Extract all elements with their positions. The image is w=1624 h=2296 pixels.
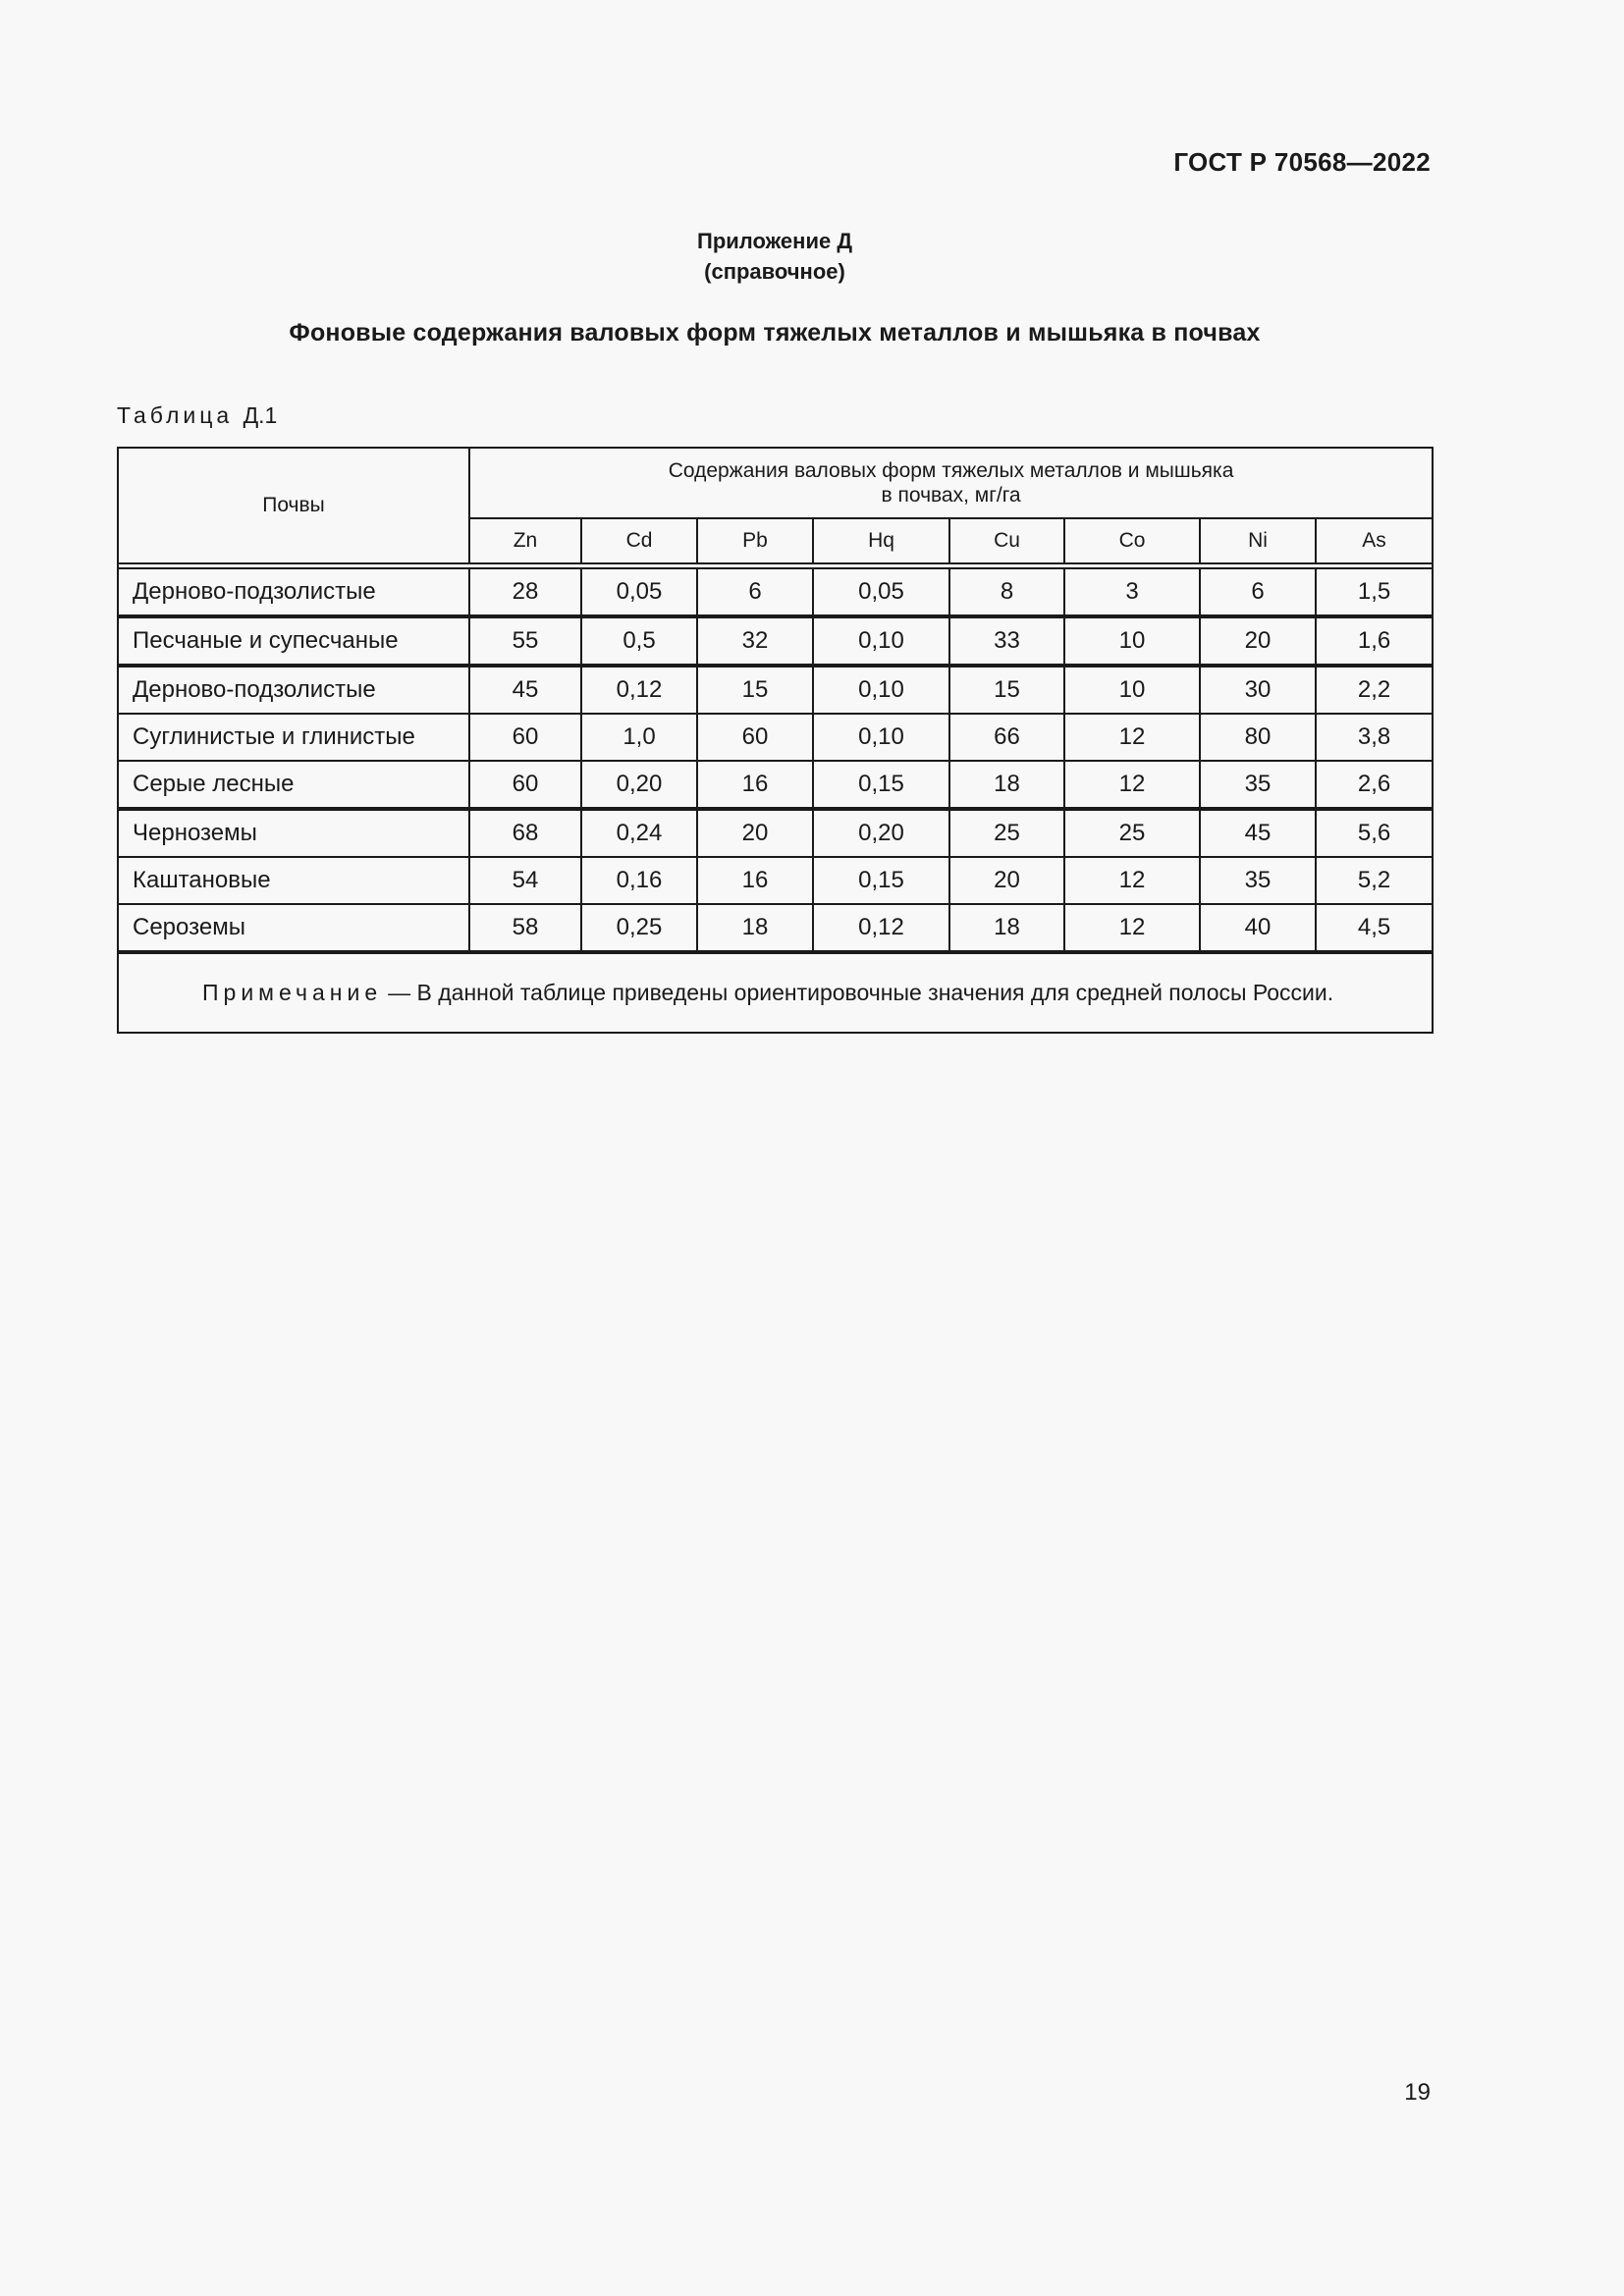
table-row [118, 857, 1433, 904]
value-cell-pb: 18 [697, 904, 813, 952]
table-caption [117, 402, 277, 429]
soil-column-header: Почвы [118, 448, 469, 563]
value-cell-zn: 60 [469, 714, 581, 761]
value-cell-cd: 0,20 [581, 761, 697, 809]
soil-name-cell: Дерново-подзолистые [118, 666, 469, 714]
soil-name-cell: Каштановые [118, 857, 469, 904]
value-cell-co: 12 [1064, 857, 1200, 904]
group-header-line1: Содержания валовых форм тяжелых металлов и мышьяка [668, 459, 1234, 482]
value-cell-as: 5,6 [1316, 809, 1433, 857]
value-cell-zn: 60 [469, 761, 581, 809]
note-text: — В данной таблице приведены ориентировочные значения для средней полосы России. [388, 980, 1334, 1005]
value-cell-cd: 0,16 [581, 857, 697, 904]
value-cell-cu: 66 [949, 714, 1064, 761]
value-cell-pb: 60 [697, 714, 813, 761]
soil-name-cell: Серые лесные [118, 761, 469, 809]
table-row [118, 904, 1433, 952]
value-cell-co: 10 [1064, 616, 1200, 666]
value-cell-co: 10 [1064, 666, 1200, 714]
value-cell-pb: 15 [697, 666, 813, 714]
column-header-as: As [1316, 518, 1433, 563]
document-code: ГОСТ Р 70568—2022 [1173, 147, 1431, 177]
value-cell-hq: 0,15 [813, 857, 949, 904]
value-cell-cd: 0,05 [581, 568, 697, 616]
soil-name-cell: Песчаные и супесчаные [118, 616, 469, 666]
value-cell-zn: 28 [469, 568, 581, 616]
value-cell-pb: 32 [697, 616, 813, 666]
value-cell-hq: 0,12 [813, 904, 949, 952]
value-cell-ni: 40 [1200, 904, 1316, 952]
table-note [118, 952, 1433, 1033]
column-header-cu: Cu [949, 518, 1064, 563]
value-cell-cd: 0,25 [581, 904, 697, 952]
value-cell-cu: 18 [949, 904, 1064, 952]
value-cell-hq: 0,10 [813, 666, 949, 714]
value-cell-ni: 6 [1200, 568, 1316, 616]
soil-name-cell: Дерново-подзолистые [118, 568, 469, 616]
value-cell-pb: 16 [697, 857, 813, 904]
value-cell-pb: 20 [697, 809, 813, 857]
column-header-zn: Zn [469, 518, 581, 563]
value-cell-co: 25 [1064, 809, 1200, 857]
appendix-subtitle: (справочное) [704, 259, 845, 284]
table-row [118, 714, 1433, 761]
value-cell-ni: 30 [1200, 666, 1316, 714]
value-cell-cu: 20 [949, 857, 1064, 904]
table-row [118, 809, 1433, 857]
value-cell-zn: 68 [469, 809, 581, 857]
value-cell-as: 1,6 [1316, 616, 1433, 666]
value-cell-as: 2,2 [1316, 666, 1433, 714]
content-group-header [469, 448, 1433, 518]
value-cell-cd: 0,5 [581, 616, 697, 666]
group-header-line2: в почвах, мг/га [881, 484, 1021, 507]
note-row [118, 952, 1433, 1033]
value-cell-ni: 80 [1200, 714, 1316, 761]
value-cell-as: 5,2 [1316, 857, 1433, 904]
value-cell-hq: 0,10 [813, 616, 949, 666]
value-cell-cu: 25 [949, 809, 1064, 857]
page-title: Фоновые содержания валовых форм тяжелых металлов и мышьяка в почвах [289, 319, 1261, 347]
column-header-pb: Pb [697, 518, 813, 563]
value-cell-pb: 16 [697, 761, 813, 809]
value-cell-zn: 54 [469, 857, 581, 904]
value-cell-cd: 1,0 [581, 714, 697, 761]
value-cell-co: 12 [1064, 904, 1200, 952]
soil-name-cell: Сероземы [118, 904, 469, 952]
value-cell-co: 12 [1064, 714, 1200, 761]
column-header-cd: Cd [581, 518, 697, 563]
value-cell-as: 4,5 [1316, 904, 1433, 952]
value-cell-as: 3,8 [1316, 714, 1433, 761]
note-label: Примечание [202, 980, 383, 1005]
column-header-co: Co [1064, 518, 1200, 563]
value-cell-co: 12 [1064, 761, 1200, 809]
value-cell-cd: 0,24 [581, 809, 697, 857]
appendix-title: Приложение Д [697, 229, 852, 253]
column-header-hq: Hq [813, 518, 949, 563]
value-cell-hq: 0,10 [813, 714, 949, 761]
value-cell-ni: 20 [1200, 616, 1316, 666]
page-number: 19 [1404, 2079, 1431, 2106]
value-cell-hq: 0,20 [813, 809, 949, 857]
table-caption-number: Д.1 [243, 402, 278, 428]
value-cell-cu: 18 [949, 761, 1064, 809]
table-row [118, 616, 1433, 666]
value-cell-cu: 8 [949, 568, 1064, 616]
value-cell-cu: 15 [949, 666, 1064, 714]
soil-name-cell: Черноземы [118, 809, 469, 857]
value-cell-pb: 6 [697, 568, 813, 616]
value-cell-zn: 58 [469, 904, 581, 952]
appendix-heading [0, 226, 1549, 287]
value-cell-zn: 55 [469, 616, 581, 666]
soil-name-cell: Суглинистые и глинистые [118, 714, 469, 761]
table-row [118, 568, 1433, 616]
value-cell-co: 3 [1064, 568, 1200, 616]
column-header-ni: Ni [1200, 518, 1316, 563]
value-cell-cu: 33 [949, 616, 1064, 666]
table-row [118, 666, 1433, 714]
value-cell-zn: 45 [469, 666, 581, 714]
value-cell-ni: 35 [1200, 761, 1316, 809]
table-row [118, 761, 1433, 809]
metals-table [117, 447, 1434, 1034]
value-cell-cd: 0,12 [581, 666, 697, 714]
value-cell-hq: 0,15 [813, 761, 949, 809]
value-cell-ni: 35 [1200, 857, 1316, 904]
value-cell-ni: 45 [1200, 809, 1316, 857]
table-caption-label: Таблица [117, 402, 234, 428]
value-cell-hq: 0,05 [813, 568, 949, 616]
value-cell-as: 1,5 [1316, 568, 1433, 616]
value-cell-as: 2,6 [1316, 761, 1433, 809]
